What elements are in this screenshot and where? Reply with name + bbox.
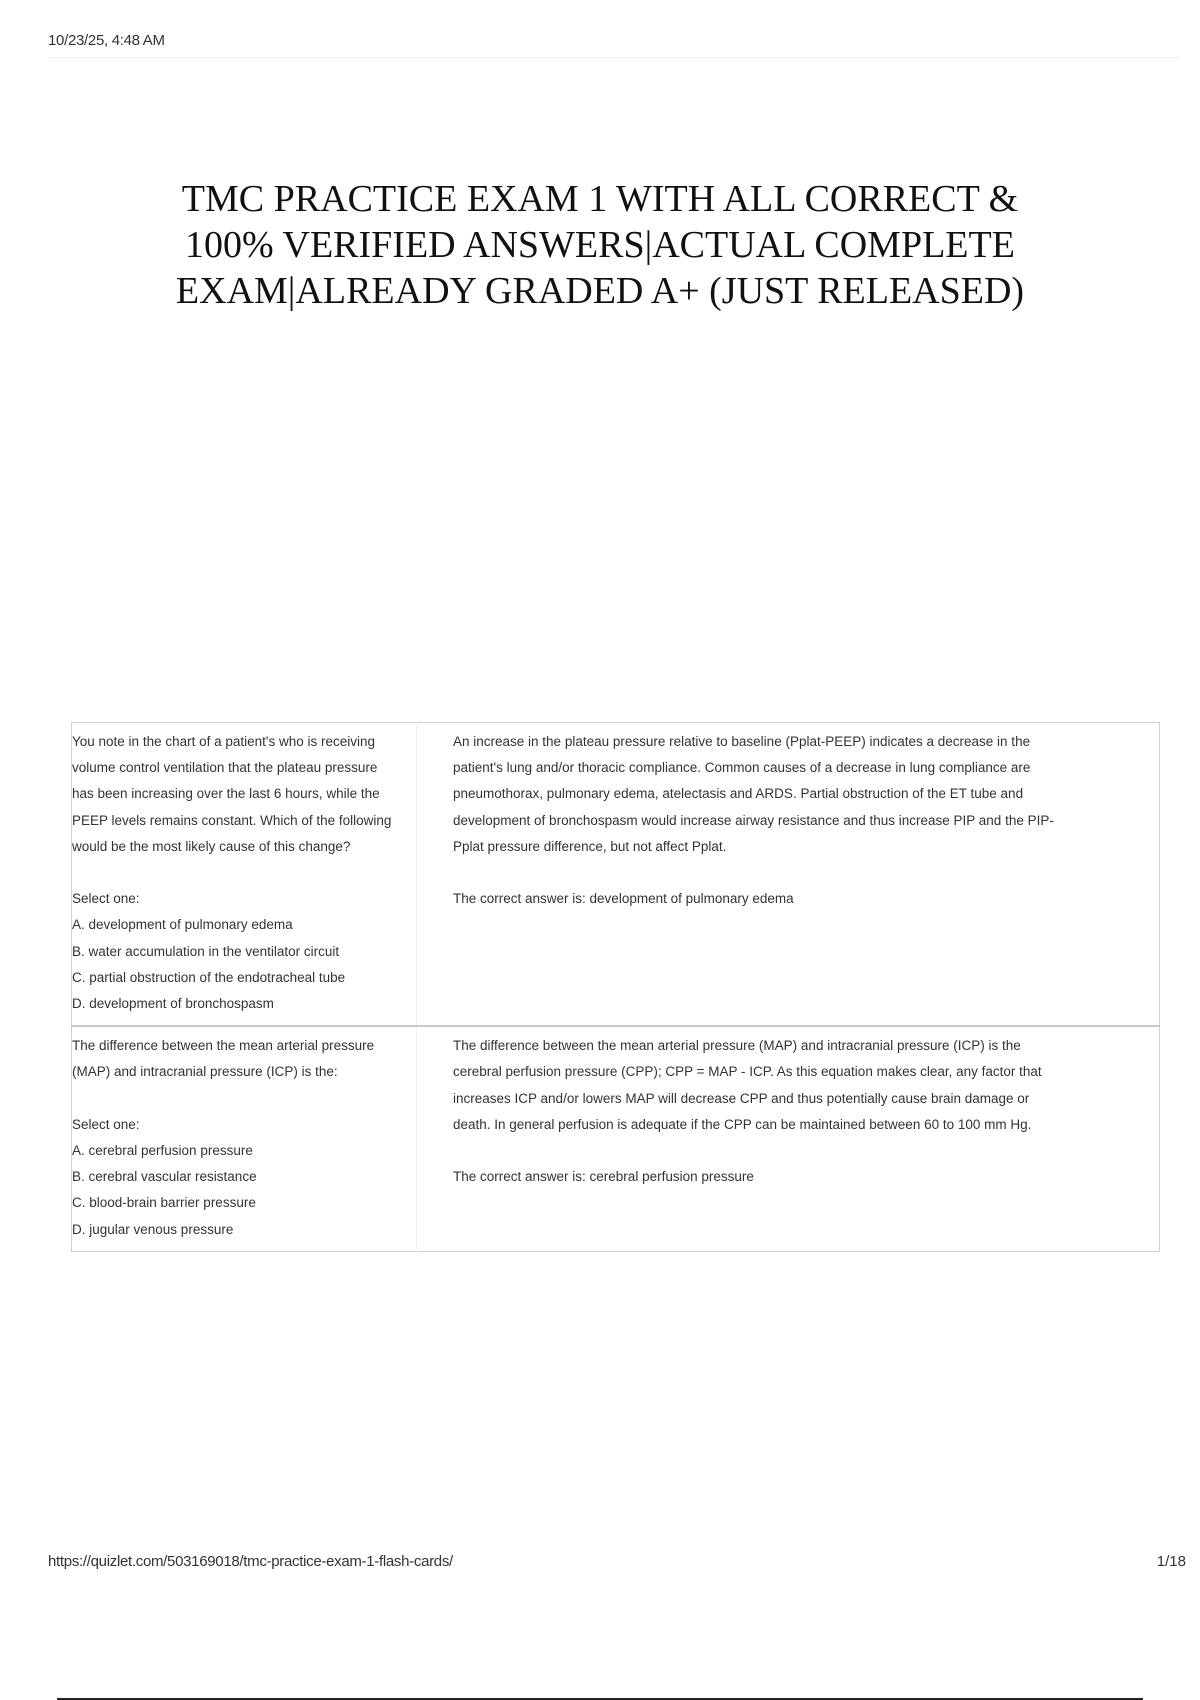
option-c: C. partial obstruction of the endotracheal tube [72,969,346,985]
correct-answer: The correct answer is: development of pulmonary edema [453,891,794,907]
answer-cell [417,723,1160,1027]
question-text: The difference between the mean arterial pressure (MAP) and intracranial pressure (ICP) is the: [72,1038,375,1080]
source-url[interactable]: https://quizlet.com/503169018/tmc-practice-exam-1-flash-cards/ [48,1553,453,1570]
option-c: C. blood-brain barrier pressure [72,1195,256,1211]
flashcard-table [71,722,1160,1252]
option-a: A. development of pulmonary edema [72,917,293,933]
question-cell [72,723,417,1027]
print-date: 10/23/25, 4:48 AM [48,32,165,49]
answer-cell [417,1026,1160,1251]
page-title: TMC PRACTICE EXAM 1 WITH ALL CORRECT & 100% VERIFIED ANSWERS|ACTUAL COMPLETE EXAM|ALREADY GRADED A+ (JUST RELEASED) [175,178,1025,312]
option-d: D. development of bronchospasm [72,996,274,1012]
question-cell [72,1026,417,1251]
question-text: You note in the chart of a patient's who is receiving volume control ventilation that the plateau pressure has been increasing over the last 6 hours, while the PEEP levels remains constant. Which of the following would be the most likely cause of this change? [72,734,392,854]
option-d: D. jugular venous pressure [72,1221,234,1237]
option-b: B. cerebral vascular resistance [72,1169,257,1185]
select-label: Select one: [72,1116,140,1132]
correct-answer: The correct answer is: cerebral perfusion pressure [453,1169,754,1185]
flashcard-row [72,723,1160,1027]
page-number: 1/18 [1156,1553,1186,1570]
header-divider [48,57,1180,58]
option-a: A. cerebral perfusion pressure [72,1143,253,1159]
select-label: Select one: [72,891,140,907]
flashcard-row [72,1026,1160,1251]
explanation-text: An increase in the plateau pressure relative to baseline (Pplat-PEEP) indicates a decrease in the patient's lung and/or thoracic compliance. Common causes of a decrease in lung compliance are pneumothorax, pulmonary edema, atelectasis and ARDS. Partial obstruction of the ET tube and development of bronchospasm would increase airway resistance and thus increase PIP and the PIP-Pplat pressure difference, but not affect Pplat. [453,734,1054,854]
explanation-text: The difference between the mean arterial pressure (MAP) and intracranial pressure (ICP) is the cerebral perfusion pressure (CPP); CPP = MAP - ICP. As this equation makes clear, any factor that increases ICP and/or lowers MAP will decrease CPP and thus potentially cause brain damage or death. In general perfusion is adequate if the CPP can be maintained between 60 to 100 mm Hg. [453,1038,1042,1132]
option-b: B. water accumulation in the ventilator circuit [72,943,340,959]
